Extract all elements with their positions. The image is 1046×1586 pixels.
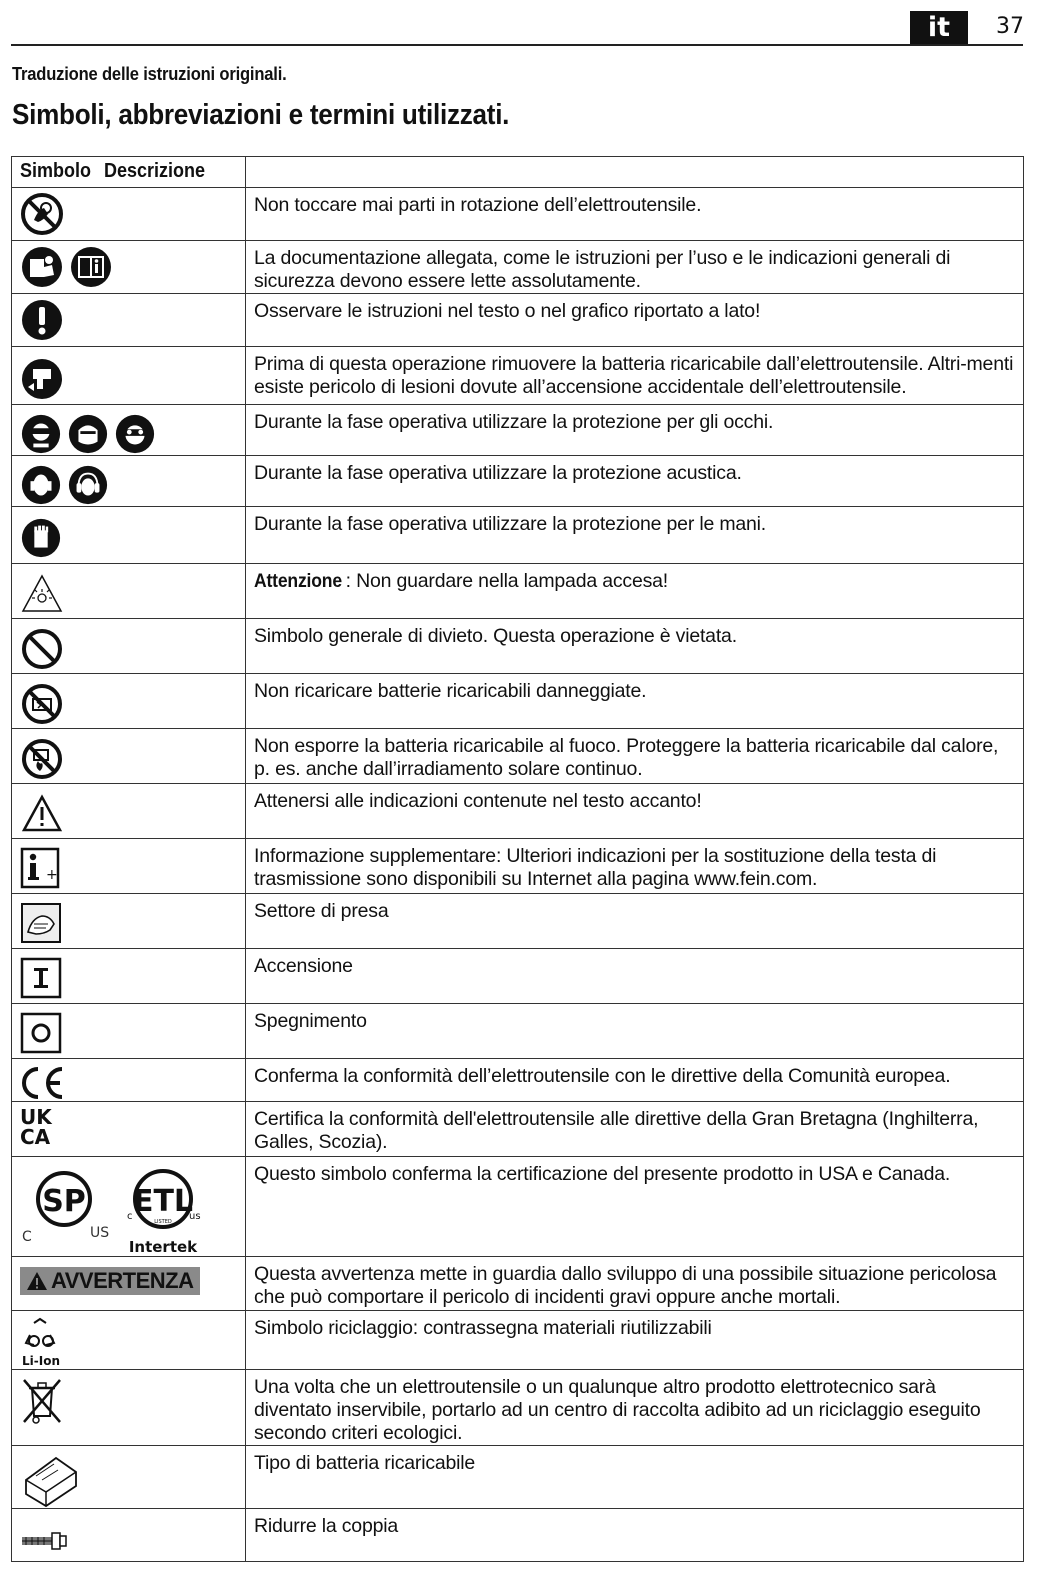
warning-triangle-icon xyxy=(20,792,64,836)
table-row xyxy=(12,1257,1024,1311)
row-description: Simbolo riciclaggio: contrassegna materiali riutilizzabili xyxy=(246,1311,1024,1370)
table-row xyxy=(12,347,1024,405)
warning-triangle-icon xyxy=(26,1271,48,1291)
table-row xyxy=(12,564,1024,619)
table-row xyxy=(12,241,1024,294)
table-header xyxy=(12,157,1024,188)
table-row xyxy=(12,784,1024,839)
reduce-torque-icon xyxy=(20,1517,68,1557)
row-description: Durante la fase operativa utilizzare la protezione per le mani. xyxy=(246,507,1024,564)
etl-logo-text: ETL xyxy=(133,1184,194,1219)
ce-mark-icon xyxy=(20,1065,66,1101)
table-row xyxy=(12,405,1024,456)
row-description: Questa avvertenza mette in guardia dallo sviluppo di una possibile situazione pericolosa che può comportare il pericolo di incidenti gravi oppure anche mortali. xyxy=(246,1257,1024,1311)
page-number: 37 xyxy=(996,14,1024,39)
recycling-li-ion-icon xyxy=(20,1315,64,1369)
symbols-table xyxy=(11,156,1024,1562)
csa-logo-text: SP xyxy=(42,1184,86,1219)
lamp-warning-icon xyxy=(20,572,64,616)
row-description: La documentazione allegata, come le istruzioni per l’uso e le indicazioni generali di sicurezza devono essere lette assolutamente. xyxy=(246,241,1024,294)
row-description: Non toccare mai parti in rotazione dell’elettroutensile. xyxy=(246,188,1024,241)
table-row xyxy=(12,1446,1024,1509)
table-row xyxy=(12,456,1024,507)
table-row xyxy=(12,1311,1024,1370)
etl-listed-label: LISTED xyxy=(154,1219,172,1225)
row-description: Durante la fase operativa utilizzare la protezione per gli occhi. xyxy=(246,405,1024,456)
intertek-label: Intertek xyxy=(128,1238,198,1255)
table-row xyxy=(12,1004,1024,1059)
warning-signal-word xyxy=(20,1267,200,1295)
li-ion-label: Li-Ion xyxy=(22,1354,60,1368)
table-row xyxy=(12,839,1024,894)
avvertenza-label: AVVERTENZA xyxy=(51,1268,194,1293)
row-description: Accensione xyxy=(246,949,1024,1004)
info-plus-icon xyxy=(20,847,62,891)
grip-area-icon xyxy=(20,902,62,946)
no-touch-rotating-icon xyxy=(20,192,64,236)
table-row xyxy=(12,949,1024,1004)
table-row xyxy=(12,1370,1024,1446)
row-description: Prima di questa operazione rimuovere la batteria ricaricabile dall’elettroutensile. Altri-menti esiste pericolo di lesioni dovute all’accensione accidentale dell’elettroutensile. xyxy=(246,347,1024,405)
eye-protection-icon xyxy=(20,413,62,455)
etl-c-label: c xyxy=(127,1211,133,1222)
remove-battery-icon xyxy=(20,357,64,401)
table-row xyxy=(12,294,1024,347)
row-description: Osservare le istruzioni nel testo o nel grafico riportato a lato! xyxy=(246,294,1024,347)
csa-mark-icon xyxy=(20,1163,120,1249)
hearing-protection-icon xyxy=(20,464,62,506)
csa-us-label: US xyxy=(90,1225,110,1241)
row-description: Conferma la conformità dell’elettroutensile con le direttive della Comunità europea. xyxy=(246,1059,1024,1102)
table-row xyxy=(12,894,1024,949)
table-row xyxy=(12,188,1024,241)
table-row xyxy=(12,1509,1024,1562)
row-description: Informazione supplementare: Ulteriori indicazioni per la sostituzione della testa di trasmissione sono disponibili su Internet alla pagina www.fein.com. xyxy=(246,839,1024,894)
row-description: Tipo di batteria ricaricabile xyxy=(246,1446,1024,1509)
attention-label: Attenzione xyxy=(254,570,342,592)
header-rule xyxy=(11,44,1023,46)
row-description: : Non guardare nella lampada accesa! xyxy=(345,570,669,592)
row-description: Settore di presa xyxy=(246,894,1024,949)
face-shield-icon xyxy=(67,413,109,455)
ukca-top-label: UK xyxy=(20,1106,52,1129)
row-description: Non ricaricare batterie ricaricabili danneggiate. xyxy=(246,674,1024,729)
info-plus-sign: + xyxy=(46,867,58,883)
etl-us-label: us xyxy=(189,1211,201,1222)
language-tab: it xyxy=(910,11,968,45)
row-description: Spegnimento xyxy=(246,1004,1024,1059)
row-description: Certifica la conformità dell'elettroutensile alle direttive della Gran Bretagna (Inghilterra, Galles, Scozia). xyxy=(246,1102,1024,1157)
table-row xyxy=(12,1102,1024,1157)
no-charge-damaged-battery-icon xyxy=(20,682,64,726)
mandatory-action-icon xyxy=(20,298,64,342)
table-row xyxy=(12,1157,1024,1257)
page-title: Simboli, abbreviazioni e termini utilizzati. xyxy=(12,99,510,131)
col-symbol-header: Simbolo xyxy=(20,160,92,182)
col-description-header: Descrizione xyxy=(104,160,206,182)
csa-c-label: C xyxy=(22,1229,32,1245)
table-row xyxy=(12,674,1024,729)
power-off-icon xyxy=(20,1012,62,1056)
row-description: Una volta che un elettroutensile o un qualunque altro prodotto elettrotecnico sarà diventato inservibile, portarlo ad un centro di raccolta adibito ad un riciclaggio eseguito secondo criteri ecologici. xyxy=(246,1370,1024,1446)
table-row xyxy=(12,729,1024,784)
row-description: Attenersi alle indicazioni contenute nel testo accanto! xyxy=(246,784,1024,839)
table-row xyxy=(12,507,1024,564)
row-description: Durante la fase operativa utilizzare la protezione acustica. xyxy=(246,456,1024,507)
row-description: Ridurre la coppia xyxy=(246,1509,1024,1562)
manual-info-icon xyxy=(69,245,113,289)
power-on-icon xyxy=(20,957,62,1001)
table-row xyxy=(12,1059,1024,1102)
hand-protection-icon xyxy=(20,517,62,559)
no-fire-battery-icon xyxy=(20,737,64,781)
read-instructions-icon xyxy=(20,245,64,289)
etl-listed-mark-icon xyxy=(125,1163,215,1255)
subtitle: Traduzione delle istruzioni originali. xyxy=(12,64,287,84)
row-description: Non esporre la batteria ricaricabile al fuoco. Proteggere la batteria ricaricabile dal calore, p. es. anche dall’irradiamento solare continuo. xyxy=(246,729,1024,784)
weee-crossed-bin-icon xyxy=(20,1376,64,1426)
safety-goggles-icon xyxy=(114,413,156,455)
table-row xyxy=(12,619,1024,674)
ear-muffs-icon xyxy=(67,464,109,506)
row-description: Questo simbolo conferma la certificazione del presente prodotto in USA e Canada. xyxy=(246,1157,1024,1257)
row-description: Simbolo generale di divieto. Questa operazione è vietata. xyxy=(246,619,1024,674)
ukca-mark-icon xyxy=(20,1106,66,1150)
battery-pack-icon xyxy=(20,1450,80,1508)
ukca-bottom-label: CA xyxy=(20,1125,51,1149)
prohibition-icon xyxy=(20,627,64,671)
